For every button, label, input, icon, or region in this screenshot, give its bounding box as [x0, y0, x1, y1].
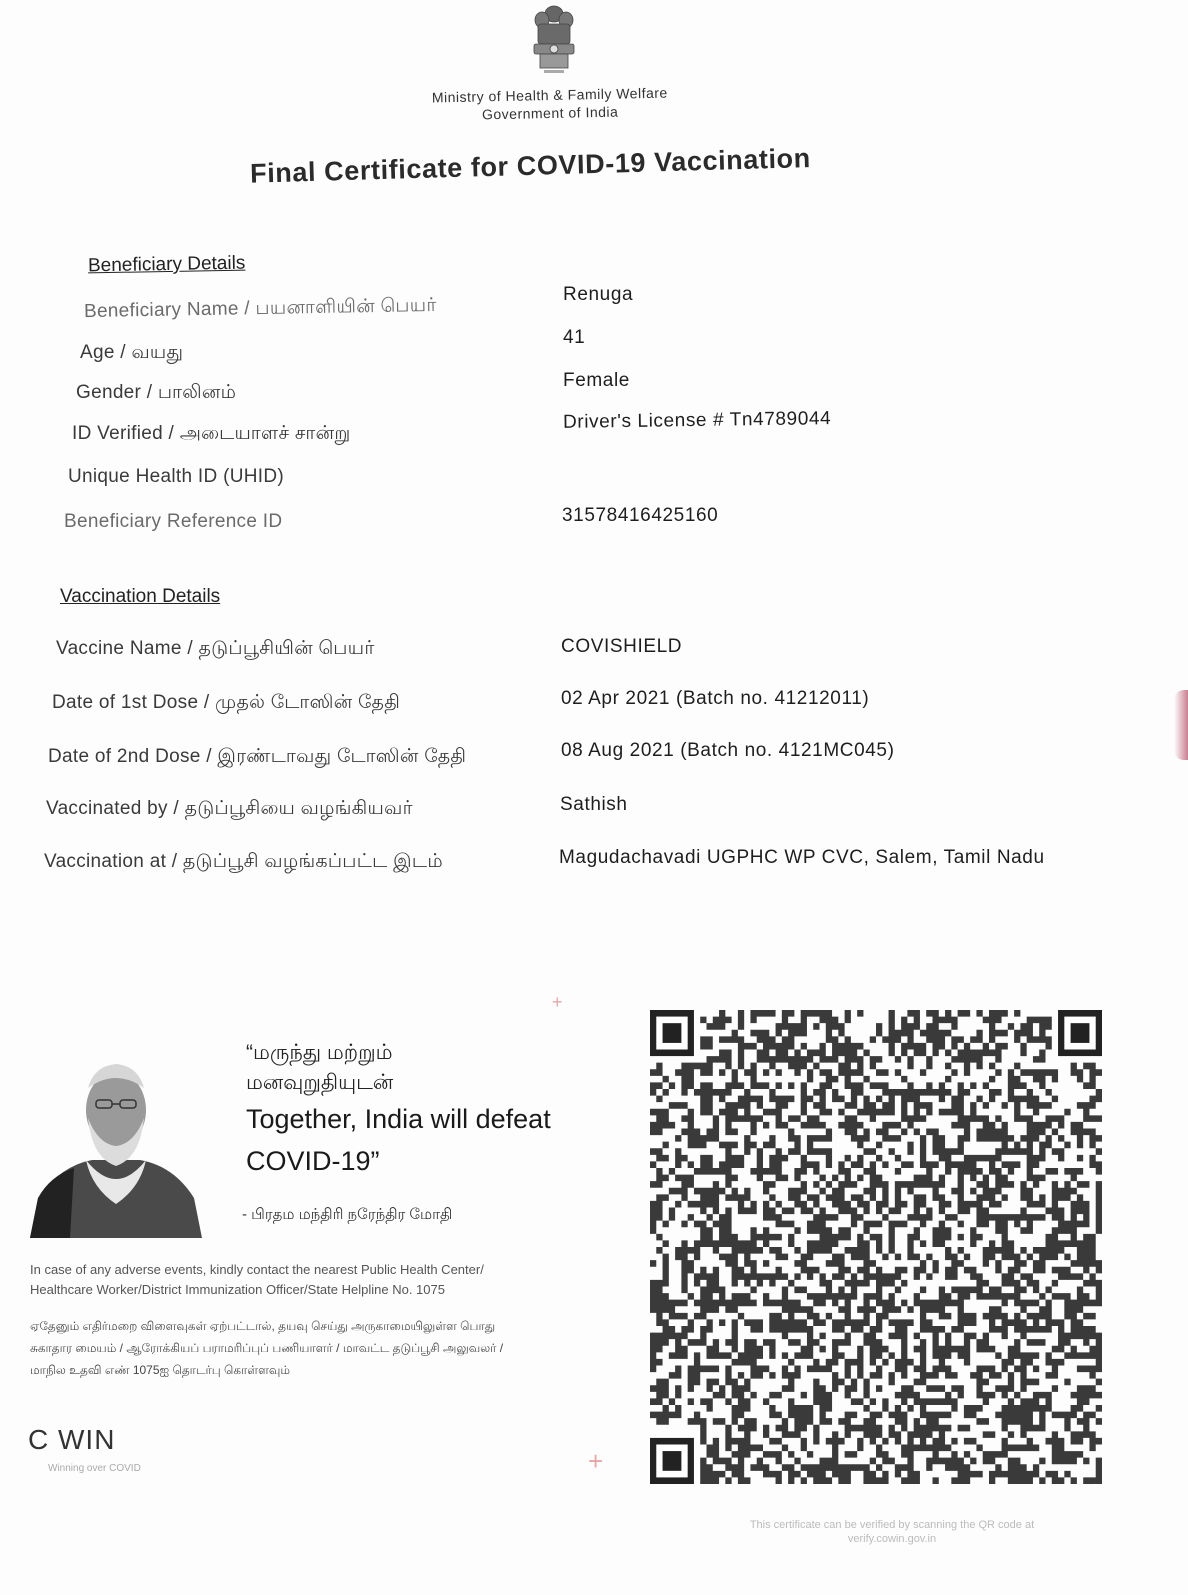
first-dose-value: 02 Apr 2021 (Batch no. 41212011) [561, 688, 870, 709]
vaccination-at-value: Magudachavadi UGPHC WP CVC, Salem, Tamil Nadu [559, 847, 1045, 868]
age-label: Age / வயது [80, 342, 184, 363]
quote-english-line1: Together, India will defeat [246, 1104, 551, 1134]
quote-english-line2: COVID-19” [246, 1146, 380, 1176]
vaccination-details-heading: Vaccination Details [60, 586, 221, 607]
beneficiary-name-label: Beneficiary Name / பயனாளியின் பெயர் [83, 294, 437, 323]
adverse-tamil-line1: ஏதேனும் எதிர்மறை விளைவுகள் ஏற்பட்டால், தயவு செய்து அருகாமையிலுள்ள பொது [30, 1319, 496, 1333]
beneficiary-details-heading: Beneficiary Details [87, 252, 246, 277]
vaccine-name-label: Vaccine Name / தடுப்பூசியின் பெயர் [56, 638, 375, 659]
qr-caption-line1: This certificate can be verified by scanning the QR code at [749, 1519, 1035, 1531]
government-name: Government of India [481, 103, 619, 123]
vaccine-name-value: COVISHIELD [561, 636, 683, 657]
first-dose-label: Date of 1st Dose / முதல் டோஸின் தேதி [52, 692, 401, 713]
adverse-tamil-line3: மாநில உதவி எண் 1075ஐ தொடர்பு கொள்ளவும் [30, 1363, 291, 1377]
vaccinated-by-value: Sathish [560, 794, 628, 815]
ministry-name: Ministry of Health & Family Welfare [431, 84, 668, 106]
adverse-english-line2: Healthcare Worker/District Immunization Officer/State Helpline No. 1075 [30, 1282, 445, 1297]
second-dose-label: Date of 2nd Dose / இரண்டாவது டோஸின் தேதி [48, 746, 467, 767]
gender-value: Female [563, 370, 630, 391]
qr-caption [682, 1518, 1102, 1546]
vaccination-at-label: Vaccination at / தடுப்பூசி வழங்கப்பட்ட இடம் [44, 851, 443, 872]
national-emblem-icon [524, 0, 584, 82]
uhid-label: Unique Health ID (UHID) [68, 466, 284, 487]
certificate-title: Final Certificate for COVID-19 Vaccination [249, 143, 812, 189]
vaccinated-by-label: Vaccinated by / தடுப்பூசியை வழங்கியவர் [46, 798, 413, 819]
quote-tamil-line1: “மருந்து மற்றும் [246, 1041, 393, 1064]
portrait-image [30, 1048, 202, 1238]
adverse-english-line1: In case of any adverse events, kindly contact the nearest Public Health Center/ [30, 1262, 484, 1277]
verification-qr-code [650, 1010, 1102, 1484]
ministry-heading [380, 82, 721, 125]
pm-quote [246, 1038, 606, 1182]
beneficiary-name-value: Renuga [563, 284, 634, 305]
reference-id-value: 31578416425160 [562, 505, 719, 526]
adverse-events-english [30, 1260, 590, 1300]
cowin-logo: C WIN [28, 1424, 116, 1455]
mark-cross-icon: + [588, 1446, 604, 1476]
edge-stain [1174, 690, 1188, 760]
age-value: 41 [563, 327, 586, 348]
adverse-tamil-line2: சுகாதார மையம் / ஆரோக்கியப் பராமரிப்புப் பணியாளர் / மாவட்ட தடுப்பூசி அலுவலர் / [30, 1341, 504, 1355]
quote-attribution: - பிரதம மந்திரி நரேந்திர மோதி [242, 1206, 453, 1223]
second-dose-value: 08 Aug 2021 (Batch no. 4121MC045) [561, 740, 895, 761]
quote-tamil-line2: மனவுறுதியுடன் [246, 1071, 394, 1094]
adverse-events-tamil [30, 1315, 600, 1381]
cowin-tagline: Winning over COVID [48, 1463, 141, 1474]
id-verified-label: ID Verified / அடையாளச் சான்று [72, 423, 351, 444]
reference-id-label: Beneficiary Reference ID [64, 511, 283, 532]
qr-caption-line2: verify.cowin.gov.in [847, 1533, 937, 1545]
mark-cross-icon: + [552, 992, 563, 1012]
gender-label: Gender / பாலினம் [76, 382, 237, 403]
id-verified-value: Driver's License # Tn4789044 [562, 408, 832, 433]
